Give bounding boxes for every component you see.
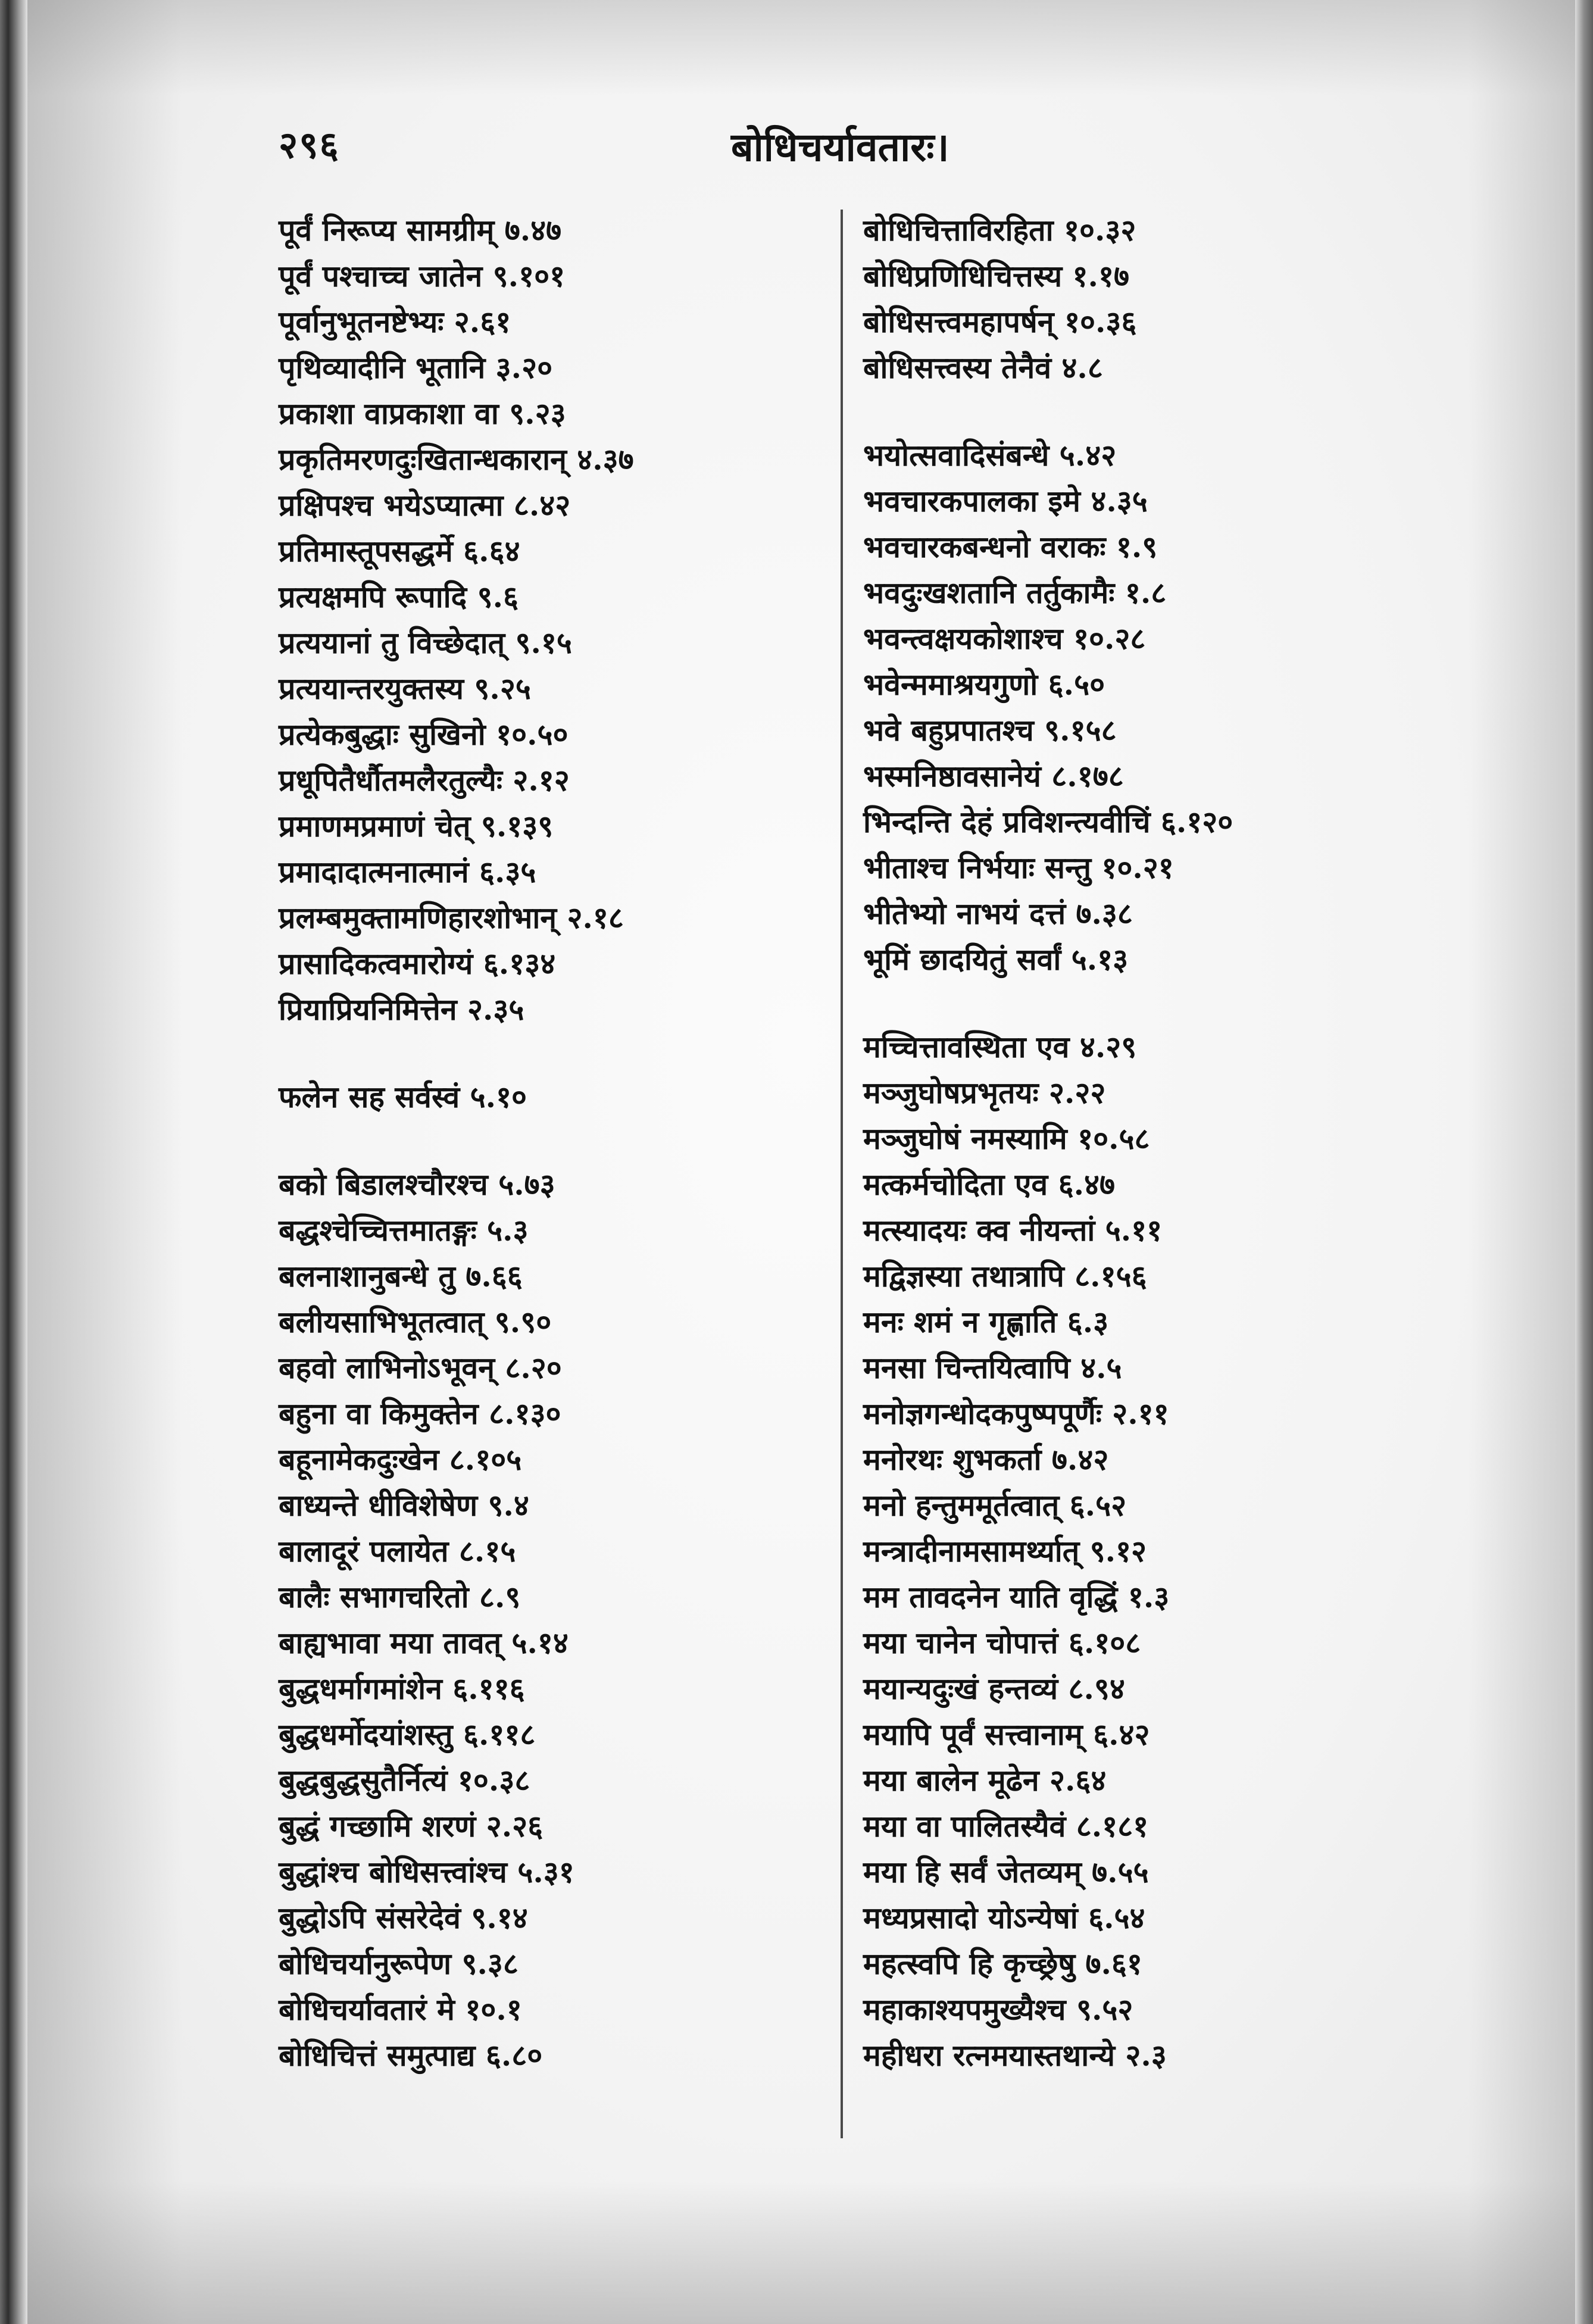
index-entry: बहवो लाभिनोऽभूवन् ८.२० [279,1350,562,1385]
index-entry: बलनाशानुबन्धे तु ७.६६ [279,1258,523,1294]
index-entry: प्रतिमास्तूपसद्धर्मे ६.६४ [279,533,520,568]
index-entry: बहूनामेकदुःखेन ८.१०५ [279,1442,522,1477]
index-entry: पूर्वानुभूतनष्टेभ्यः २.६१ [279,304,511,339]
index-entry: प्रकाशा वाप्रकाशा वा ९.२३ [279,396,566,431]
index-entry: पूर्वं पश्चाच्च जातेन ९.१०१ [279,258,566,293]
index-entry: महत्स्वपि हि कृच्छ्रेषु ७.६१ [863,1946,1142,1981]
section-gap [279,1032,838,1074]
index-entry: बुद्धधर्मोदयांशस्तु ६.११८ [279,1717,536,1752]
index-entry: भयोत्सवादिसंबन्धे ५.४२ [863,438,1117,473]
index-entry: प्रमाणमप्रमाणं चेत् ९.१३९ [279,808,554,844]
index-entry: प्रियाप्रियनिमित्तेन २.३५ [279,992,524,1027]
index-entry: महाकाश्यपमुख्यैश्च ९.५२ [863,1992,1133,2027]
index-entry: भवे बहुप्रपातश्च ९.१५८ [863,713,1117,748]
index-entry: प्रत्यक्षमपि रूपादि ९.६ [279,579,518,614]
index-entry: बद्धश्चेच्चित्तमातङ्गः ५.३ [279,1213,529,1248]
index-entry: प्रक्षिपश्च भयेऽप्यात्मा ८.४२ [279,488,571,523]
index-entry: मया बालेन मूढेन २.६४ [863,1763,1107,1798]
index-entry: प्रमादादात्मनात्मानं ६.३५ [279,854,536,889]
index-entry: मद्विज्ञस्या तथात्रापि ८.१५६ [863,1258,1147,1294]
index-entry: बोधिचर्यावतारं मे १०.१ [279,1992,522,2027]
index-entry: बोधिसत्त्वस्य तेनैवं ४.८ [863,350,1103,385]
index-entry: मनो हन्तुममूर्तत्वात् ६.५२ [863,1488,1127,1523]
index-entry: बलीयसाभिभूतत्वात् ९.९० [279,1304,552,1339]
index-entry: भस्मनिष्ठावसानेयं ८.१७८ [863,758,1124,794]
index-entry: मया वा पालितस्यैवं ८.१८१ [863,1808,1149,1844]
index-entry: बालैः सभागचरितो ८.९ [279,1579,521,1614]
section-gap [863,982,1518,1024]
index-entry: मयापि पूर्वं सत्त्वानाम् ६.४२ [863,1717,1150,1752]
index-entry: फलेन सह सर्वस्वं ५.१० [279,1079,527,1114]
index-column-right [863,207,1518,2078]
index-entry: बालादूरं पलायेत ८.१५ [279,1533,516,1569]
index-entry: बुद्धधर्मागमांशेन ६.११६ [279,1671,525,1706]
index-entry: भवचारकपालका इमे ४.३५ [863,483,1148,518]
index-entry: प्रत्ययान्तरयुक्तस्य ९.२५ [279,671,531,706]
index-entry: प्रकृतिमरणदुःखितान्धकारान् ४.३७ [279,442,634,477]
index-entry: मम तावदनेन याति वृद्धिं १.३ [863,1579,1170,1614]
page-header [279,119,1302,185]
section-gap [279,1120,838,1161]
index-entry: प्रत्ययानां तु विच्छेदात् ९.१५ [279,625,572,660]
index-entry: बुद्धोऽपि संसरेदेवं ९.१४ [279,1900,528,1935]
index-entry: बुद्धं गच्छामि शरणं २.२६ [279,1808,544,1844]
column-divider [841,210,843,2138]
index-entry: भवेन्ममाश्रयगुणो ६.५० [863,667,1105,702]
index-column-left [279,207,838,2078]
index-entry: प्रत्येकबुद्धाः सुखिनो १०.५० [279,717,569,752]
index-entry: मञ्जुघोषप्रभृतयः २.२२ [863,1075,1106,1110]
index-entry: मनोरथः शुभकर्ता ७.४२ [863,1442,1109,1477]
index-entry: मनः शमं न गृह्णाति ६.३ [863,1304,1109,1339]
index-entry: पूर्वं निरूप्य सामग्रीम् ७.४७ [279,213,562,248]
page-number: २९६ [279,123,340,167]
index-entry: पृथिव्यादीनि भूतानि ३.२० [279,350,553,385]
index-entry: मया हि सर्वं जेतव्यम् ७.५५ [863,1854,1149,1889]
index-entry: मत्कर्मचोदिता एव ६.४७ [863,1167,1116,1202]
index-entry: बोधिसत्त्वमहापर्षन् १०.३६ [863,304,1137,339]
index-entry: भीतेभ्यो नाभयं दत्तं ७.३८ [863,896,1133,931]
index-entry: प्रासादिकत्वमारोग्यं ६.१३४ [279,946,556,981]
index-entry: बुद्धबुद्धसुतैर्नित्यं १०.३८ [279,1763,530,1798]
index-entry: बोधिचर्यानुरूपेण ९.३८ [279,1946,518,1981]
index-entry: भवन्त्वक्षयकोशाश्च १०.२८ [863,621,1146,656]
index-entry: महीधरा रत्नमयास्तथान्ये २.३ [863,2038,1167,2073]
scan-shadow-left [27,0,182,2324]
index-entry: मन्त्रादीनामसामर्थ्यात् ९.१२ [863,1533,1147,1569]
index-entry: मनोज्ञगन्धोदकपुष्पपूर्णैः २.११ [863,1396,1169,1431]
index-entry: मच्चित्तावस्थिता एव ४.२९ [863,1029,1137,1064]
index-entry: प्रलम्बमुक्तामणिहारशोभान् २.१८ [279,900,624,935]
index-entry: बाध्यन्ते धीविशेषेण ९.४ [279,1488,529,1523]
index-entry: बको बिडालश्चौरश्च ५.७३ [279,1167,555,1202]
scan-shadow-bottom [0,2181,1593,2324]
index-entry: मयान्यदुःखं हन्तव्यं ८.९४ [863,1671,1125,1706]
index-entry: प्रधूपितैर्धौतमलैरतुल्यैः २.१२ [279,763,570,798]
index-entry: भूमिं छादयितुं सर्वां ५.१३ [863,942,1129,977]
index-entry: भवचारकबन्धनो वराकः १.९ [863,529,1158,564]
index-entry: मध्यप्रसादो योऽन्येषां ६.५४ [863,1900,1145,1935]
index-entry: मञ्जुघोषं नमस्यामि १०.५८ [863,1121,1150,1156]
index-entry: भवदुःखशतानि तर्तुकामैः १.८ [863,575,1167,610]
index-entry: भीताश्च निर्भयाः सन्तु १०.२१ [863,850,1174,885]
scan-edge-left [0,0,27,2324]
index-entry: बुद्धांश्च बोधिसत्त्वांश्च ५.३१ [279,1854,574,1889]
index-entry: बोधिप्रणिधिचित्तस्य १.१७ [863,258,1129,293]
index-entry: मनसा चिन्तयित्वापि ४.५ [863,1350,1122,1385]
index-entry: मया चानेन चोपात्तं ६.१०८ [863,1625,1141,1660]
scan-shadow-top [0,0,1593,95]
running-title: बोधिचर्यावतारः। [731,124,949,170]
index-entry: बहुना वा किमुक्तेन ८.१३० [279,1396,561,1431]
index-entry: भिन्दन्ति देहं प्रविशन्त्यवीचिं ६.१२० [863,804,1233,839]
scan-edge-right [1575,0,1593,2324]
index-entry: बाह्यभावा मया तावत् ५.१४ [279,1625,569,1660]
index-entry: बोधिचित्तं समुत्पाद्य ६.८० [279,2038,543,2073]
index-entry: बोधिचित्ताविरहिता १०.३२ [863,213,1136,248]
section-gap [863,391,1518,432]
index-entry: मत्स्यादयः क्व नीयन्तां ५.११ [863,1213,1163,1248]
